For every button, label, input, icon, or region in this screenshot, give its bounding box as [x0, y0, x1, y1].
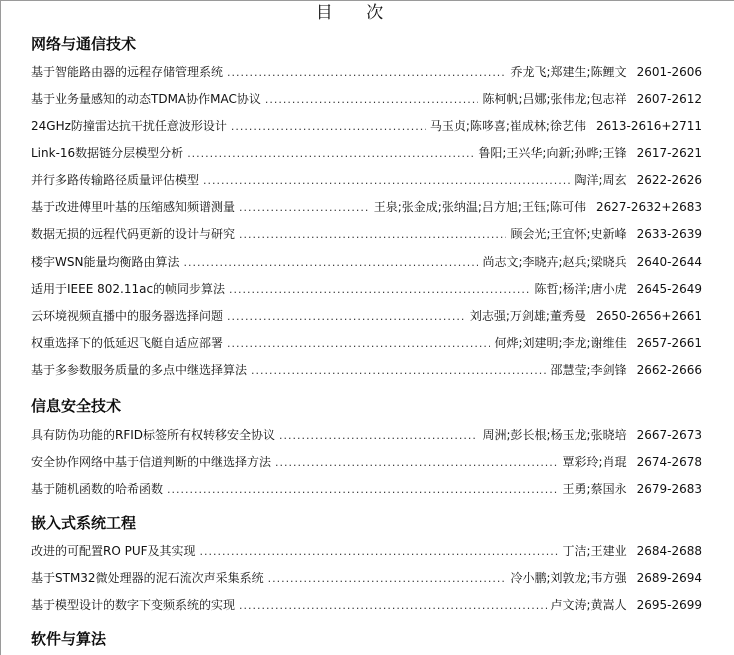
dot-leader: [227, 63, 506, 83]
toc-entry[interactable]: [31, 170, 702, 190]
entry-pages: 2617-2621: [636, 146, 702, 160]
entry-authors: 陈柯帆;吕娜;张伟龙;包志祥: [482, 92, 627, 106]
entry-pages: 2633-2639: [636, 227, 702, 241]
toc-entry[interactable]: [31, 279, 702, 299]
entry-authors: 马玉贞;陈哆喜;崔成林;徐艺伟: [429, 119, 586, 133]
entry-authors: 覃彩玲;肖琨: [562, 455, 627, 469]
dot-leader: [167, 480, 559, 500]
entry-authors: 周洲;彭长根;杨玉龙;张晓培: [482, 428, 627, 442]
entry-pages: 2662-2666: [636, 363, 702, 377]
entry-pages: 2645-2649: [636, 282, 702, 296]
entry-pages: 2657-2661: [636, 336, 702, 350]
entry-authors: 乔龙飞;郑建生;陈鲤文: [510, 65, 627, 79]
entry-title: 具有防伪功能的RFID标签所有权转移安全协议: [31, 428, 276, 442]
page-frame-top: [0, 0, 734, 1]
entry-pages: 2695-2699: [636, 598, 702, 612]
entry-title: 云环境视频直播中的服务器选择问题: [31, 309, 224, 323]
toc-entry[interactable]: [31, 306, 702, 326]
entry-title: 安全协作网络中基于信道判断的中继选择方法: [31, 455, 272, 469]
entry-authors: 何烨;刘建明;李龙;谢维佳: [494, 336, 627, 350]
section-heading-networking: 网络与通信技术: [31, 35, 137, 53]
dot-leader: [239, 198, 370, 218]
toc-entry[interactable]: [31, 360, 702, 380]
page-frame-left: [0, 0, 1, 655]
dot-leader: [227, 334, 490, 354]
toc-entry[interactable]: [31, 89, 702, 109]
entry-authors: 陶洋;周玄: [574, 173, 627, 187]
entry-authors: 尚志文;李晓卉;赵兵;梁晓兵: [482, 255, 627, 269]
toc-entry[interactable]: [31, 197, 702, 217]
dot-leader: [239, 225, 506, 245]
dot-leader: [239, 596, 547, 616]
entry-pages: 2667-2673: [636, 428, 702, 442]
entry-title: 基于改进傅里叶基的压缩感知频谱测量: [31, 200, 236, 214]
dot-leader: [227, 307, 466, 327]
dot-leader: [187, 144, 474, 164]
toc-entry[interactable]: [31, 425, 702, 445]
toc-entry[interactable]: [31, 595, 702, 615]
dot-leader: [203, 171, 571, 191]
page-title: 目 次: [315, 3, 398, 23]
entry-pages: 2679-2683: [636, 482, 702, 496]
toc-entry[interactable]: [31, 333, 702, 353]
entry-title: 基于智能路由器的远程存储管理系统: [31, 65, 224, 79]
entry-pages: 2674-2678: [636, 455, 702, 469]
entry-title: 改进的可配置RO PUF及其实现: [31, 544, 196, 558]
toc-entry[interactable]: [31, 541, 702, 561]
entry-authors: 王勇;蔡国永: [562, 482, 627, 496]
dot-leader: [200, 542, 559, 562]
section-heading-software: 软件与算法: [31, 630, 107, 648]
entry-authors: 顾会光;王宜怀;史新峰: [510, 227, 627, 241]
entry-title: Link-16数据链分层模型分析: [31, 146, 184, 160]
entry-pages: 2622-2626: [636, 173, 702, 187]
entry-authors: 陈哲;杨洋;唐小虎: [534, 282, 627, 296]
toc-entry[interactable]: [31, 224, 702, 244]
entry-title: 基于多参数服务质量的多点中继选择算法: [31, 363, 248, 377]
entry-title: 楼宇WSN能量均衡路由算法: [31, 255, 180, 269]
entry-title: 适用于IEEE 802.11ac的帧同步算法: [31, 282, 226, 296]
entry-pages: 2601-2606: [636, 65, 702, 79]
entry-authors: 王泉;张金成;张纳温;吕方旭;王钰;陈可伟: [373, 200, 586, 214]
dot-leader: [183, 253, 478, 273]
entry-pages: 2684-2688: [636, 544, 702, 558]
entry-pages: 2650-2656+2661: [595, 309, 702, 323]
dot-leader: [229, 280, 530, 300]
toc-entry[interactable]: [31, 252, 702, 272]
dot-leader: [279, 426, 478, 446]
entry-title: 权重选择下的低延迟飞艇自适应部署: [31, 336, 224, 350]
toc-entry[interactable]: [31, 116, 702, 136]
section-heading-security: 信息安全技术: [31, 397, 122, 415]
entry-title: 基于业务量感知的动态TDMA协作MAC协议: [31, 92, 261, 106]
dot-leader: [231, 117, 426, 137]
entry-authors: 鲁阳;王兴华;向新;孙晔;王锋: [478, 146, 627, 160]
entry-title: 基于模型设计的数字下变频系统的实现: [31, 598, 236, 612]
entry-authors: 冷小鹏;刘敦龙;韦方强: [510, 571, 627, 585]
entry-pages: 2613-2616+2711: [595, 119, 702, 133]
entry-authors: 丁洁;王建业: [562, 544, 627, 558]
entry-authors: 邵慧莹;李剑锋: [550, 363, 627, 377]
entry-pages: 2640-2644: [636, 255, 702, 269]
entry-authors: 刘志强;万剑雄;董秀曼: [469, 309, 586, 323]
toc-entry[interactable]: [31, 568, 702, 588]
toc-entry[interactable]: [31, 143, 702, 163]
entry-authors: 卢文涛;黄嵩人: [550, 598, 627, 612]
dot-leader: [268, 569, 507, 589]
entry-title: 基于STM32微处理器的泥石流次声采集系统: [31, 571, 264, 585]
entry-pages: 2689-2694: [636, 571, 702, 585]
dot-leader: [275, 453, 559, 473]
entry-title: 基于随机函数的哈希函数: [31, 482, 164, 496]
entry-pages: 2607-2612: [636, 92, 702, 106]
entry-title: 并行多路传输路径质量评估模型: [31, 173, 200, 187]
section-heading-embedded: 嵌入式系统工程: [31, 514, 137, 532]
toc-entry[interactable]: [31, 452, 702, 472]
dot-leader: [251, 361, 547, 381]
entry-title: 数据无损的远程代码更新的设计与研究: [31, 227, 236, 241]
entry-pages: 2627-2632+2683: [595, 200, 702, 214]
toc-entry[interactable]: [31, 479, 702, 499]
entry-title: 24GHz防撞雷达抗干扰任意波形设计: [31, 119, 227, 133]
dot-leader: [265, 90, 479, 110]
toc-entry[interactable]: [31, 62, 702, 82]
